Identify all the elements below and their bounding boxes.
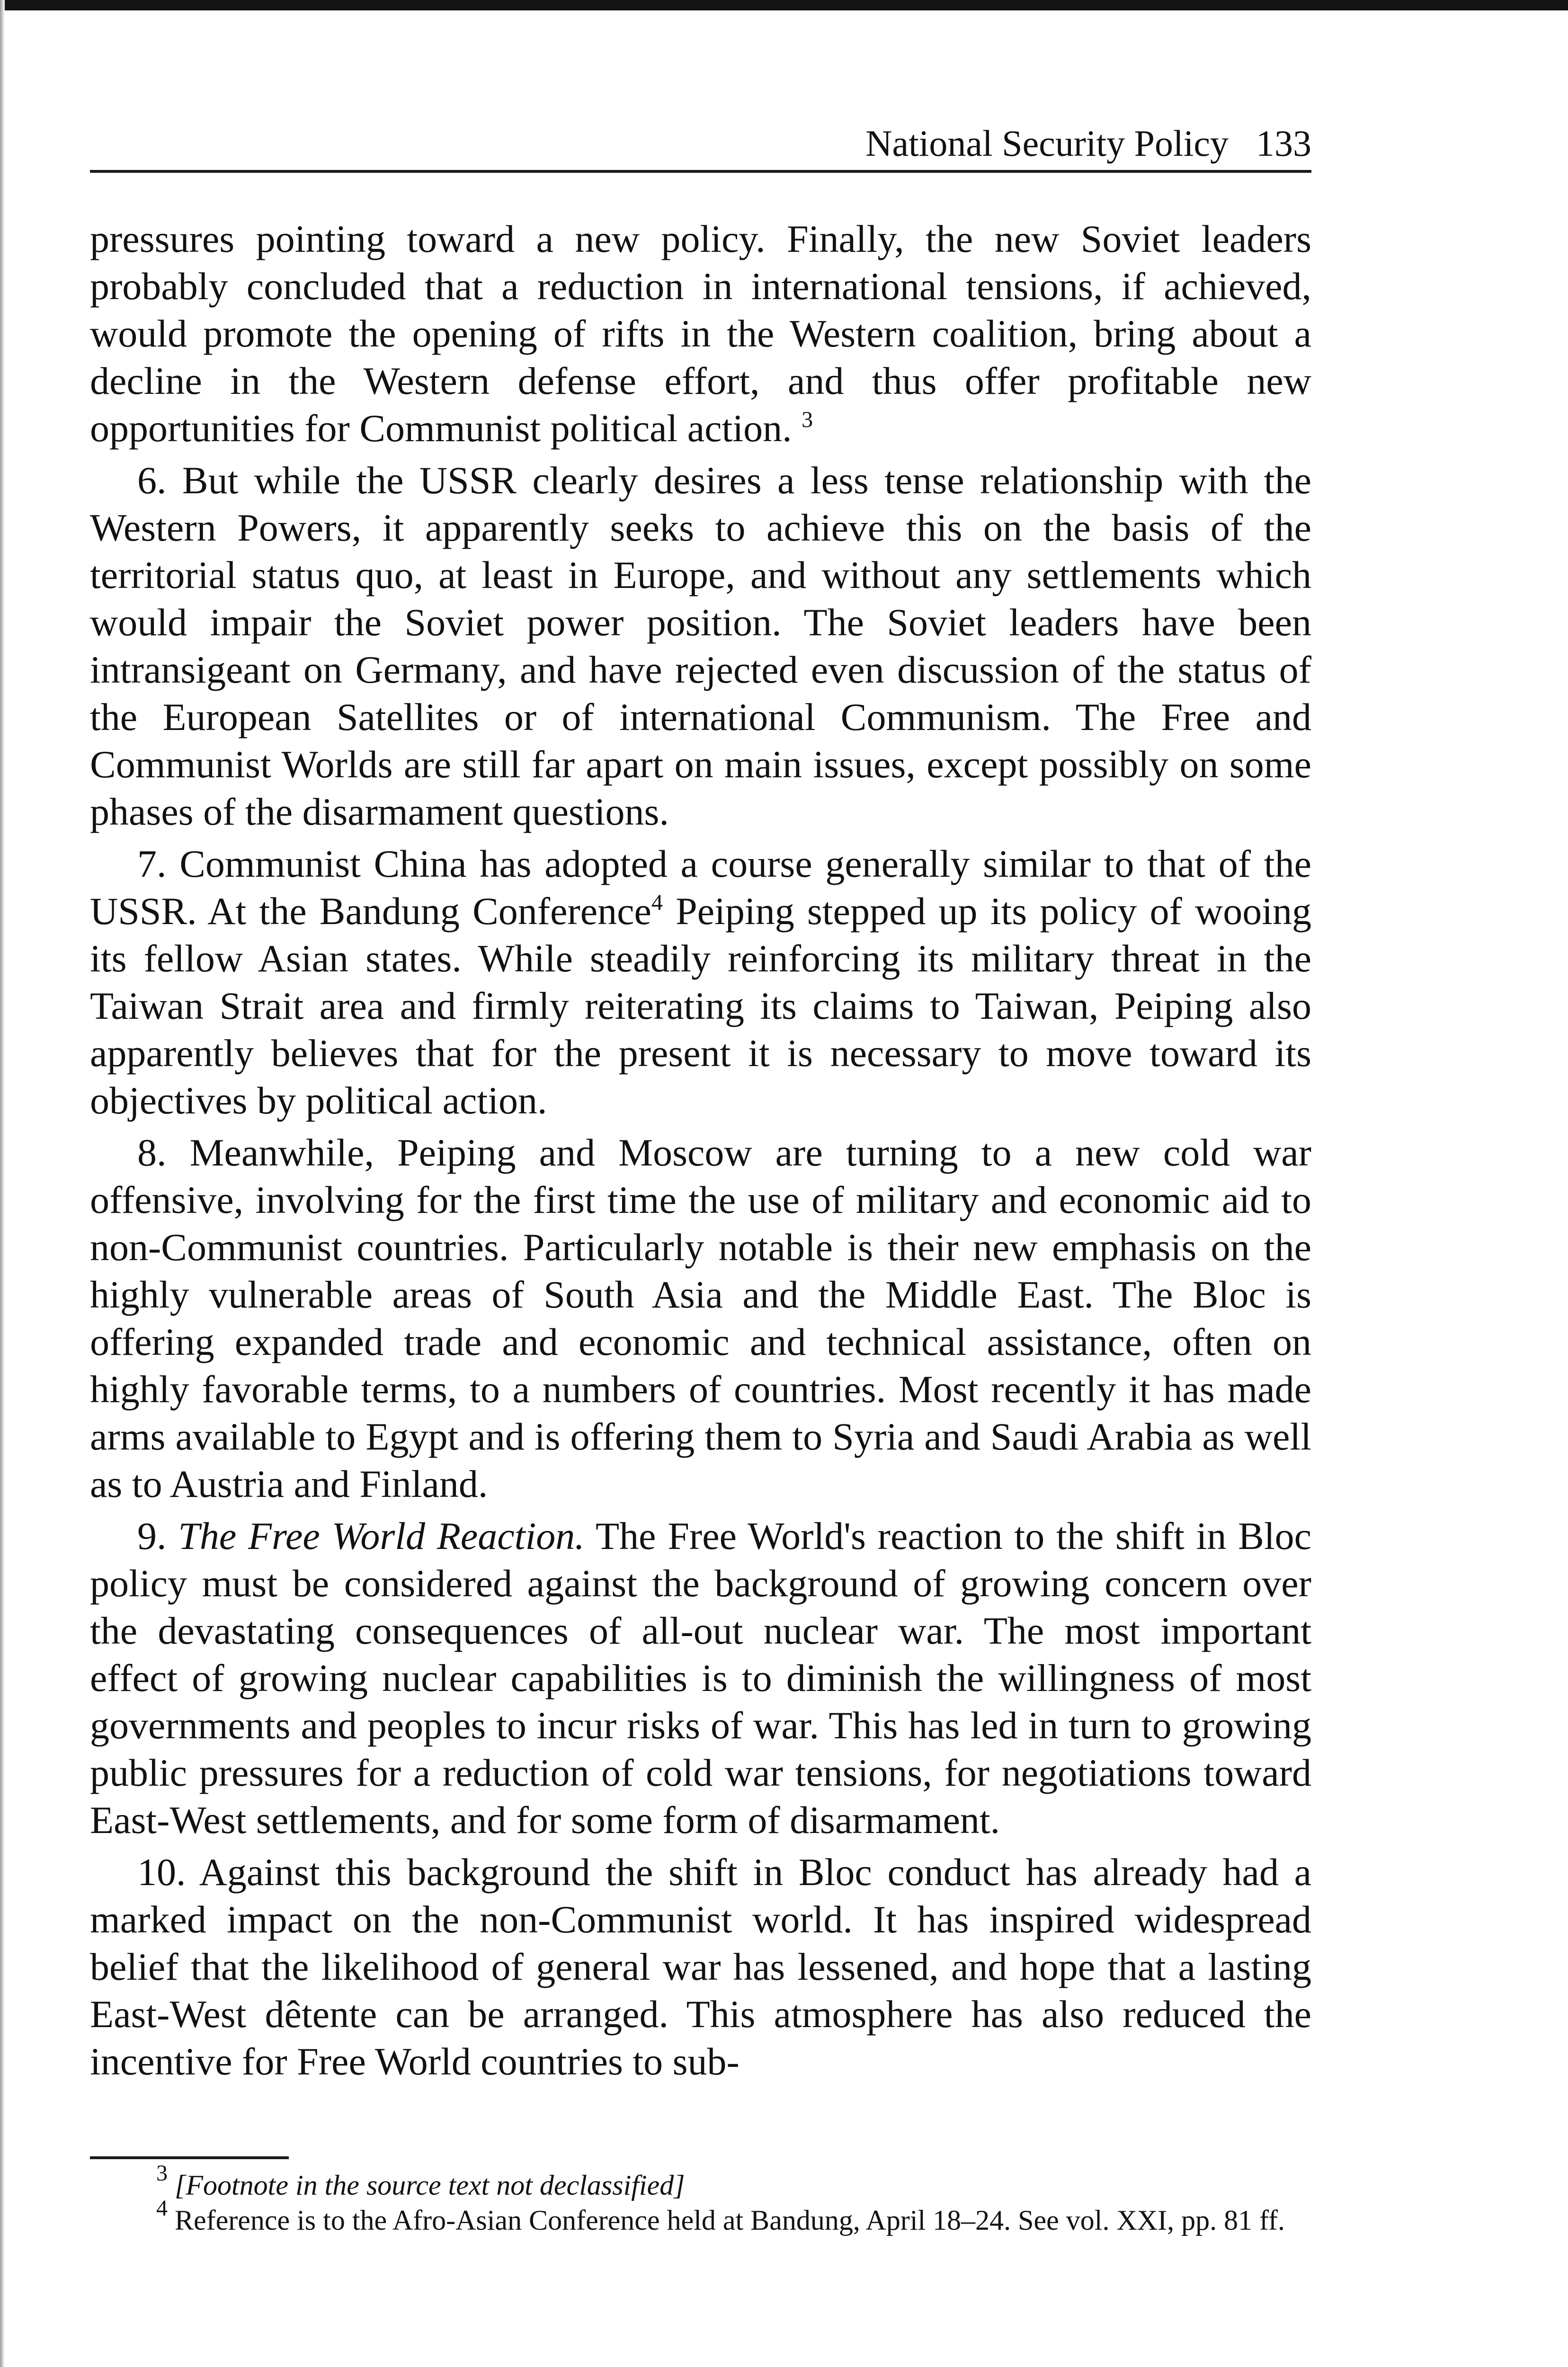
- footnote-separator: [90, 2156, 289, 2159]
- paragraph-number: 9.: [137, 1514, 167, 1557]
- paragraph-text: 8. Meanwhile, Peiping and Moscow are turning to a new cold war offensive, involving for the first time the use of military and economic aid to non-Communist countries. Particularly notable is their new emphasis on the highly vulnerable areas of South Asia and the Middle East. The Bloc is offering expanded trade and economic and technical assistance, often on highly favorable terms, to a numbers of countries. Most recently it has made arms available to Egypt and is offering them to Syria and Saudi Arabia as well as to Austria and Finland.: [90, 1131, 1311, 1505]
- paragraph-text: Peiping stepped up its policy of wooing its fellow Asian states. While steadily reinforcing its military threat in the Taiwan Strait area and firmly reiterating its claims to Taiwan, Peiping also apparently believes that for the present it is necessary to move toward its objectives by political action.: [90, 890, 1311, 1122]
- paragraph-continued: [90, 215, 1311, 452]
- footnote-mark: 3: [156, 2161, 168, 2186]
- paragraph-6: [90, 457, 1311, 836]
- body-text: [90, 215, 1311, 2085]
- section-heading: The Free World Reaction.: [178, 1514, 585, 1557]
- top-scan-border: [0, 0, 1568, 10]
- paragraph-text: The Free World's reaction to the shift in Bloc policy must be considered against the background of growing concern over the devastating consequences of all-out nuclear war. The most important effect of growing nuclear capabilities is to diminish the willingness of most governments and peoples to incur risks of war. This has led in turn to growing public pressures for a reduction of cold war tensions, for negotiations toward East-West settlements, and for some form of disarmament.: [90, 1514, 1312, 1842]
- running-header: [90, 121, 1311, 173]
- footnote-3: [90, 2161, 1311, 2203]
- paragraph-text: 10. Against this background the shift in Bloc conduct has already had a marked impact on the non-Communist world. It has inspired widespread belief that the likelihood of general war has lessened, and hope that a lasting East-West dêtente can be arranged. This atmosphere has also reduced the incentive for Free World countries to sub-: [90, 1851, 1311, 2083]
- document-page: [90, 121, 1311, 2238]
- running-title: National Security Policy: [865, 123, 1229, 164]
- paragraph-text: 6. But while the USSR clearly desires a less tense relationship with the Western Powers, it apparently seeks to achieve this on the basis of the territorial status quo, at least in Europe, and without any settlements which would impair the Soviet power position. The Soviet leaders have been intransigeant on Germany, and have rejected even discussion of the status of the European Satellites or of international Communism. The Free and Communist Worlds are still far apart on main issues, except possibly on some phases of the disarmament questions.: [90, 459, 1311, 833]
- paragraph-8: [90, 1129, 1311, 1508]
- footnote-4: [90, 2196, 1311, 2238]
- footnote-mark: 4: [156, 2196, 168, 2221]
- page-number: 133: [1256, 123, 1311, 164]
- footnote-text: Reference is to the Afro-Asian Conference held at Bandung, April 18–24. See vol. XXI, pp. 81 ff.: [175, 2205, 1285, 2236]
- footnote-reference-3[interactable]: 3: [802, 407, 813, 432]
- paragraph-text: 7. Communist China has adopted a course generally similar to that of the USSR. At the Bandung Conference: [90, 842, 1311, 933]
- footnote-reference-4[interactable]: 4: [651, 890, 663, 915]
- footnote-text: [Footnote in the source text not declassified]: [175, 2170, 685, 2201]
- left-scan-edge: [0, 0, 5, 2367]
- paragraph-text: pressures pointing toward a new policy. Finally, the new Soviet leaders probably concluded that a reduction in international tensions, if achieved, would promote the opening of rifts in the Western coalition, bring about a decline in the Western defense effort, and thus offer profitable new opportunities for Communist political action.: [90, 217, 1311, 450]
- paragraph-9: [90, 1513, 1311, 1844]
- paragraph-7: [90, 840, 1311, 1124]
- paragraph-10: [90, 1849, 1311, 2085]
